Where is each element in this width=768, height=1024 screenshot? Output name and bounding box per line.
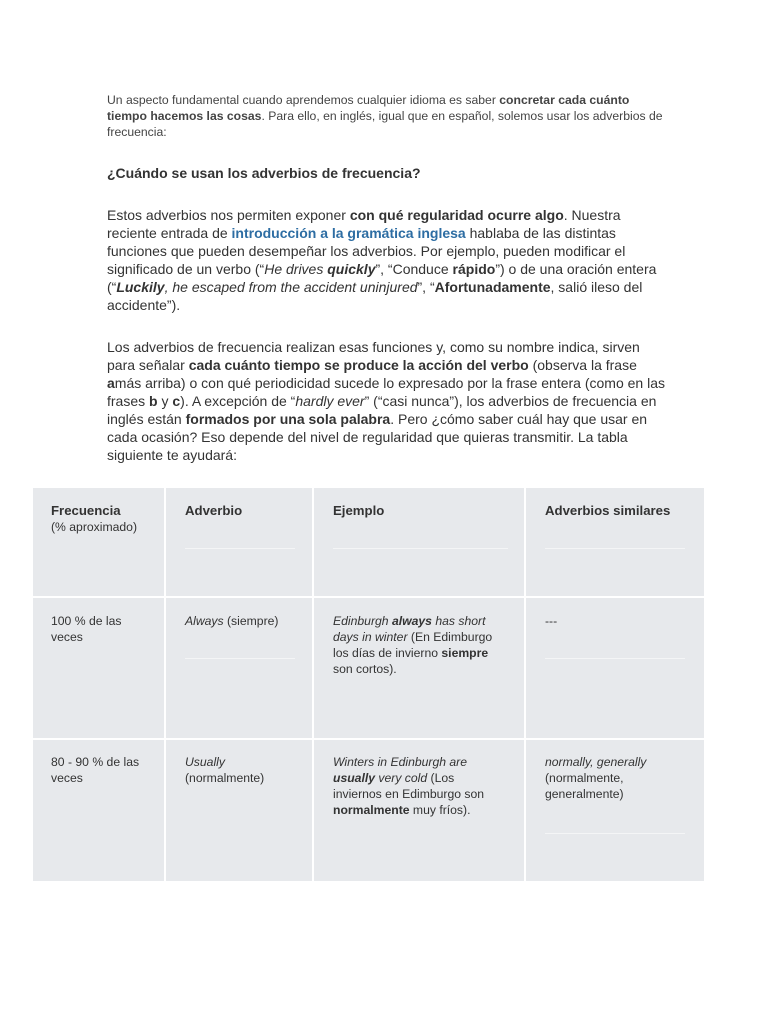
intro-text-2: . Para ello, en inglés, igual que en español, solemos usar los adverbios de frecuencia:: [107, 109, 663, 139]
cell-underline: [545, 658, 685, 659]
header-adverbios-similares: Adverbios similares: [545, 503, 671, 518]
header-frecuencia-title: Frecuencia: [51, 503, 121, 518]
frequency-table: [33, 488, 704, 881]
row2-adverbio-text: (normalmente): [185, 771, 265, 785]
row2-ej-text-2: muy fríos).: [409, 803, 471, 817]
column-divider: [524, 488, 526, 881]
p1-text-6: ”, “: [417, 279, 435, 295]
cell-underline: [185, 658, 295, 659]
p2-bold-4: c: [172, 393, 181, 409]
p1-bold-italic-2: Luckily: [116, 279, 165, 295]
p2-text-6: ” (“casi nunca”), los adverbios de frecuencia en inglés están: [107, 393, 657, 427]
row-divider: [33, 738, 704, 740]
p2-text-5: ). A excepción de “: [180, 393, 296, 409]
row1-adverbio: [185, 613, 305, 629]
p1-text-2: . Nuestra reciente entrada de: [107, 207, 621, 241]
p2-bold-2: a: [107, 375, 115, 391]
row2-ej-text-1: (Los inviernos en Edimburgo son: [333, 771, 485, 801]
row2-ejemplo: [333, 754, 503, 818]
row1-adverbio-italic: Always: [185, 614, 224, 628]
p2-text-3: más arriba) o con qué periodicidad sucede lo expresado por la frase entera (como en las frases: [107, 375, 665, 409]
header-adverbio: Adverbio: [185, 503, 243, 518]
row2-similares-italic: normally, generally: [545, 755, 647, 769]
row2-ej-bold: normalmente: [333, 803, 410, 817]
row2-frecuencia: 80 - 90 % de las veces: [51, 755, 140, 785]
row1-ej-italic-1: Edinburgh: [333, 614, 392, 628]
p2-italic-1: hardly ever: [295, 393, 365, 409]
p2-text-2: (observa la frase: [528, 357, 637, 373]
row2-ej-italic-1: Winters in Edinburgh are: [333, 755, 468, 769]
row2-ej-bold-italic: usually: [333, 771, 375, 785]
p1-italic-2: , he escaped from the accident uninjured: [164, 279, 418, 295]
cell-underline: [185, 548, 295, 549]
p1-text-4: ”, “Conduce: [375, 261, 453, 277]
row-divider: [33, 596, 704, 598]
section-heading: ¿Cuándo se usan los adverbios de frecuencia?: [107, 165, 421, 181]
row1-ejemplo: [333, 613, 511, 677]
row2-similares: [545, 754, 675, 802]
p2-text-1: Los adverbios de frecuencia realizan esas funciones y, como su nombre indica, sirven para señalar: [107, 339, 640, 373]
row1-ej-text-2: son cortos).: [333, 662, 397, 676]
paragraph-2: [107, 338, 667, 464]
row1-ej-text-1: (En Edimburgo los días de invierno: [333, 630, 493, 660]
header-frecuencia: [51, 503, 151, 535]
p2-bold-5: formados por una sola palabra: [185, 411, 391, 427]
p1-text-7: , salió ileso del accidente”).: [107, 279, 643, 313]
row1-frecuencia: 100 % de las veces: [51, 614, 122, 644]
intro-paragraph: [107, 92, 667, 140]
p1-italic-1: He drives: [264, 261, 328, 277]
p1-text-5: ”) o de una oración entera (“: [107, 261, 657, 295]
header-ejemplo: Ejemplo: [333, 503, 385, 518]
row1-ej-italic-2: has short days in winter: [333, 614, 486, 644]
p1-bold-1: con qué regularidad ocurre algo: [349, 207, 564, 223]
row2-similares-text: (normalmente, generalmente): [545, 771, 624, 801]
p2-bold-1: cada cuánto tiempo se produce la acción del verbo: [188, 357, 529, 373]
cell-underline: [333, 548, 508, 549]
paragraph-1: [107, 206, 667, 314]
intro-text-1: Un aspecto fundamental cuando aprendemos cualquier idioma es saber: [107, 93, 500, 107]
p1-text-3: hablaba de las distintas funciones que pueden desempeñar los adverbios. Por ejemplo, pueden modificar el significado de un verbo (“: [107, 225, 626, 277]
p1-bold-italic-1: quickly: [327, 261, 376, 277]
column-divider: [164, 488, 166, 881]
p2-text-4: y: [157, 393, 173, 409]
row1-adverbio-text: (siempre): [223, 614, 279, 628]
intro-bold-1: concretar cada cuánto tiempo hacemos las cosas: [107, 93, 630, 123]
row2-adverbio-italic: Usually: [185, 755, 225, 769]
grammar-intro-link[interactable]: introducción a la gramática inglesa: [231, 225, 466, 241]
cell-underline: [545, 833, 685, 834]
p2-text-7: . Pero ¿cómo saber cuál hay que usar en cada ocasión? Eso depende del nivel de regularidad que quieras transmitir. La tabla siguiente te ayudará:: [107, 411, 648, 463]
row2-adverbio: [185, 754, 305, 786]
header-frecuencia-sub: (% aproximado): [51, 520, 138, 534]
p1-text-1: Estos adverbios nos permiten exponer: [107, 207, 350, 223]
p1-bold-2: rápido: [452, 261, 496, 277]
column-divider: [312, 488, 314, 881]
row2-ej-italic-2: very cold: [375, 771, 428, 785]
p2-bold-3: b: [149, 393, 158, 409]
row1-similares: ---: [545, 614, 558, 628]
cell-underline: [545, 548, 685, 549]
row1-ej-bold: siempre: [441, 646, 489, 660]
row1-ej-bold-italic: always: [391, 614, 432, 628]
p1-bold-3: Afortunadamente: [434, 279, 551, 295]
